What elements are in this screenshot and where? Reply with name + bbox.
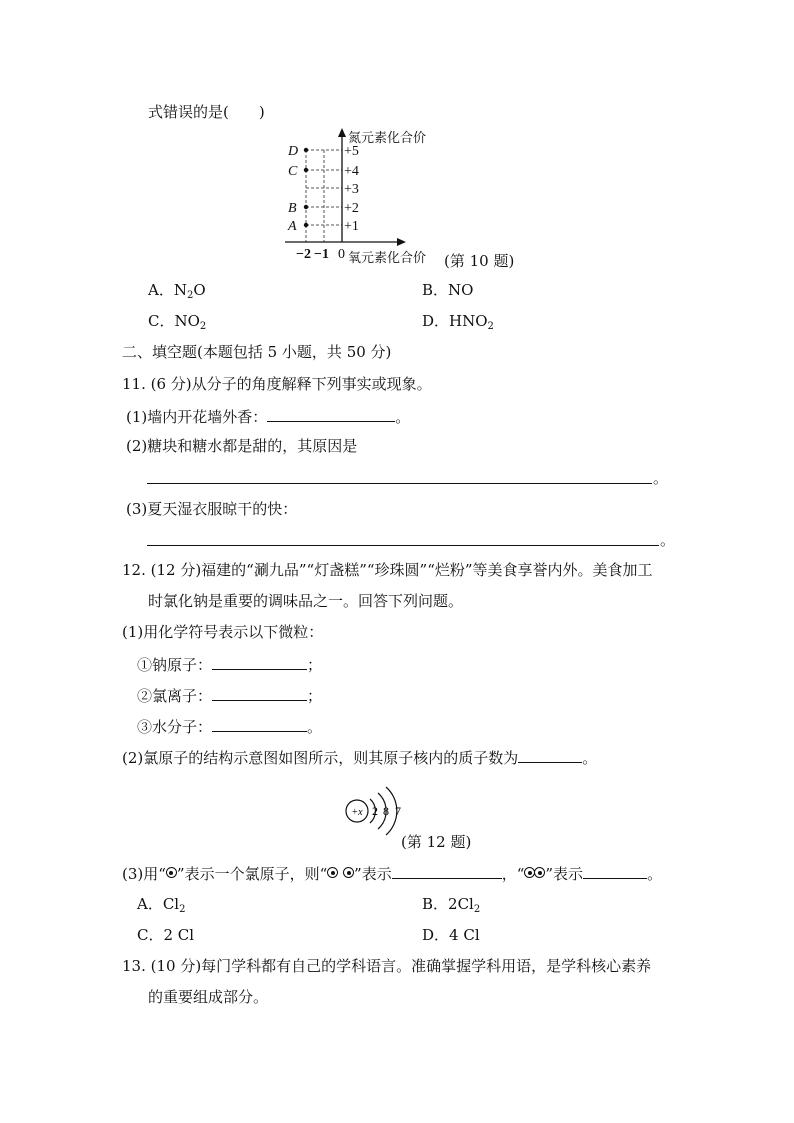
q12-part3: (3)用“ ”表示一个氯原子，则“ ”表示 ，“ ”表示 。 xyxy=(122,865,663,883)
section-title: 二、填空题(本题包括 5 小题，共 50 分) xyxy=(122,343,392,361)
q11-part2: (2)糖块和糖水都是甜的，其原因是 xyxy=(126,437,358,455)
q10-option-d: D．$HNO_2$ xyxy=(422,312,494,332)
point-label-b: B xyxy=(288,201,297,216)
answer-blank xyxy=(267,406,395,422)
q11-part3-end: 。 xyxy=(660,531,676,549)
q11-part3: (3)夏天湿衣服晾干的快： xyxy=(126,500,298,518)
q10-stem-tail: 式错误的是( ) xyxy=(148,103,265,121)
q12-part2: (2)氯原子的结构示意图如图所示，则其原子核内的质子数为 。 xyxy=(122,749,598,767)
q12-caption: (第 12 题) xyxy=(401,833,472,851)
q11-part2-end: 。 xyxy=(653,469,669,487)
q12-option-a: A．$Cl_2$ xyxy=(137,895,186,915)
answer-blank xyxy=(212,654,307,670)
q10-option-c: C．$NO_2$ xyxy=(148,312,207,332)
y-axis-label: 氮元素化合价 xyxy=(348,131,427,146)
answer-blank xyxy=(392,863,502,879)
point-b xyxy=(304,205,308,209)
answer-blank xyxy=(147,545,659,546)
chlorine-atom-icon xyxy=(166,867,177,878)
nucleus-charge: +x xyxy=(351,807,363,818)
answer-blank xyxy=(147,483,652,484)
chlorine-molecule-icon xyxy=(327,865,354,883)
answer-blank xyxy=(518,747,582,763)
shell-electrons: 2 xyxy=(372,804,378,818)
point-label-d: D xyxy=(288,144,299,159)
q12-item1: ①钠原子： ； xyxy=(137,656,323,674)
y-tick-label: +5 xyxy=(344,144,359,159)
q11-part1: (1)墙内开花墙外香： 。 xyxy=(126,408,411,426)
q13-stem-line1: 13. (10 分)每门学科都有自己的学科语言。准确掌握学科用语，是学科核心素养 xyxy=(122,957,652,975)
q11-stem: 11. (6 分)从分子的角度解释下列事实或现象。 xyxy=(122,375,432,393)
point-label-a: A xyxy=(288,219,297,234)
y-tick-label: +2 xyxy=(344,201,359,216)
x-tick-label: 0 xyxy=(338,247,345,262)
x-tick-label: −1 xyxy=(314,247,329,262)
q12-item3: ③水分子： 。 xyxy=(137,718,323,736)
q12-option-d: D．4 Cl xyxy=(422,926,480,944)
answer-blank xyxy=(212,685,307,701)
q10-option-b: B．NO xyxy=(422,281,474,299)
y-tick-label: +4 xyxy=(344,164,359,179)
q12-part1: (1)用化学符号表示以下微粒： xyxy=(122,623,324,641)
q10-option-a: A．$N_2O$ xyxy=(148,281,206,301)
q12-stem-line1: 12. (12 分)福建的“涮九品”“灯盏糕”“珍珠圆”“烂粉”等美食享誉内外。美食加工 xyxy=(122,561,653,579)
shell-electrons: 8 xyxy=(383,804,389,818)
shell-electrons: 7 xyxy=(395,804,401,818)
chlorine-diatomic-icon xyxy=(524,865,545,883)
q12-item2: ②氯离子： ； xyxy=(137,687,323,705)
q12-option-c: C．2 Cl xyxy=(137,926,195,944)
point-label-c: C xyxy=(288,164,298,179)
answer-blank xyxy=(583,863,647,879)
point-c xyxy=(304,168,308,172)
q10-caption: (第 10 题) xyxy=(444,252,515,270)
q12-stem-line2: 时氯化钠是重要的调味品之一。回答下列问题。 xyxy=(148,592,464,610)
point-a xyxy=(304,223,308,227)
q13-stem-line2: 的重要组成部分。 xyxy=(148,988,269,1006)
q12-option-b: B．$2Cl_2$ xyxy=(422,895,481,915)
y-tick-label: +1 xyxy=(344,219,359,234)
x-tick-label: −2 xyxy=(296,247,311,262)
point-d xyxy=(304,148,308,152)
y-tick-label: +3 xyxy=(344,182,359,197)
x-axis-label: 氧元素化合价 xyxy=(348,251,427,266)
answer-blank xyxy=(212,716,307,732)
